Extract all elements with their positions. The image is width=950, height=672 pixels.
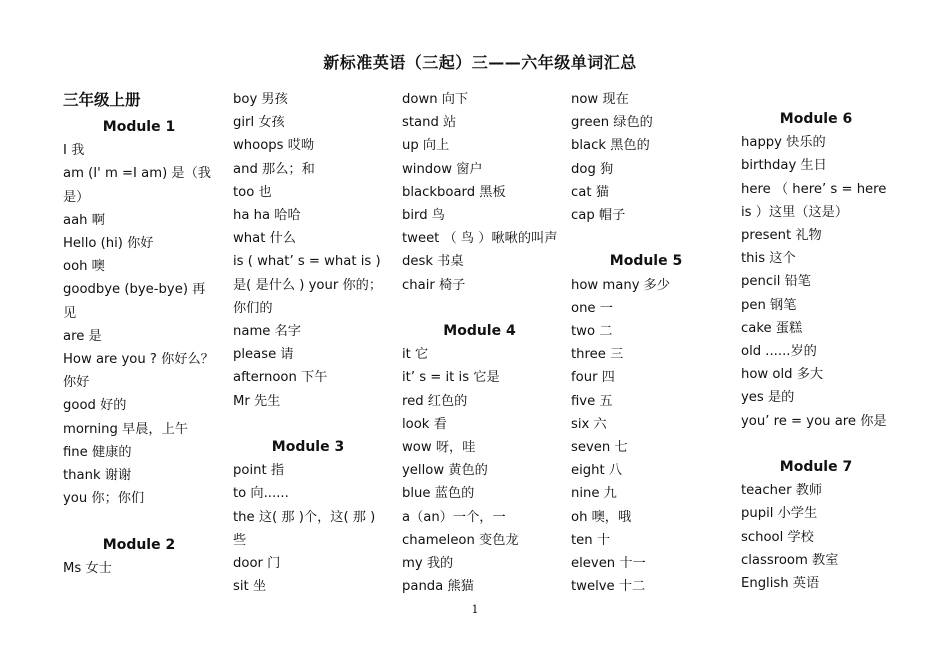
vocab-entry: black 黑色的 — [571, 138, 650, 154]
module-heading: Module 3 — [271, 439, 345, 456]
vocab-entry: Mr 先生 — [233, 393, 281, 409]
vocab-column-1 — [63, 88, 215, 580]
vocab-entry: afternoon 下午 — [233, 370, 328, 386]
vocab-entry: eleven 十一 — [571, 556, 646, 572]
vocab-entry: bird 鸟 — [402, 208, 445, 224]
vocab-entry: nine 九 — [571, 486, 617, 502]
vocab-column-4 — [571, 88, 721, 598]
vocab-entry: is ）这里（这是） — [741, 204, 849, 220]
vocab-column-3 — [402, 88, 557, 598]
vocab-entry: four 四 — [571, 370, 615, 386]
section-gap — [571, 227, 721, 250]
vocab-entry: morning 早晨，上午 — [63, 421, 188, 437]
section-gap — [233, 413, 383, 436]
vocab-entry: you 你；你们 — [63, 491, 145, 507]
module-heading: Module 7 — [779, 459, 853, 476]
vocab-entry: window 窗户 — [402, 161, 483, 177]
vocab-entry: red 红色的 — [402, 393, 468, 409]
vocab-entry: 是( 是什么 ) your 你的； — [233, 277, 383, 293]
vocab-entry: name 名字 — [233, 324, 301, 340]
vocab-entry: ten 十 — [571, 532, 611, 548]
vocab-entry: the 这( 那 )个，这( 那 ) — [233, 509, 376, 525]
vocab-entry: how old 多大 — [741, 367, 824, 383]
vocab-entry: look 看 — [402, 416, 447, 432]
vocab-entry: a（an）一个，一 — [402, 509, 506, 525]
vocab-entry: 些 — [233, 532, 247, 548]
vocab-entry: too 也 — [233, 184, 272, 200]
vocab-entry: wow 呀，哇 — [402, 440, 476, 456]
module-heading: Module 1 — [102, 119, 176, 135]
vocab-entry: two 二 — [571, 324, 613, 340]
module-heading: Module 2 — [102, 536, 176, 553]
vocab-entry: and 那么；和 — [233, 161, 315, 177]
vocab-entry: good 好的 — [63, 398, 127, 414]
vocab-entry: school 学校 — [741, 529, 814, 545]
vocab-entry: pen 钢笔 — [741, 297, 797, 313]
vocab-entry: pupil 小学生 — [741, 506, 818, 522]
vocab-entry: goodbye (bye-bye) 再见 — [63, 282, 206, 321]
vocab-entry: panda 熊猫 — [402, 579, 474, 595]
vocab-entry: you’ re = you are 你是 — [741, 413, 887, 429]
vocab-entry: blackboard 黑板 — [402, 184, 506, 200]
vocab-entry: six 六 — [571, 416, 607, 432]
vocab-entry: up 向上 — [402, 138, 450, 154]
module-heading: Module 4 — [443, 323, 516, 340]
vocab-entry: green 绿色的 — [571, 115, 653, 131]
vocab-entry: Hello (hi) 你好 — [63, 236, 154, 252]
section-gap — [63, 510, 215, 533]
vocab-entry: it’ s = it is 它是 — [402, 370, 500, 386]
vocab-entry: Ms 女士 — [63, 560, 112, 576]
vocab-entry: birthday 生日 — [741, 158, 827, 174]
vocab-entry: present 礼物 — [741, 228, 822, 244]
vocab-entry: cake 蛋糕 — [741, 320, 803, 336]
vocab-entry: here （ here’ s = here — [741, 181, 887, 197]
vocab-entry: am (I' m =I am) 是（我是） — [63, 166, 211, 205]
vocab-entry: boy 男孩 — [233, 92, 288, 107]
vocab-entry: door 门 — [233, 556, 281, 572]
vocab-entry: How are you ? 你好么？你好 — [63, 352, 214, 391]
vocab-entry: 你们的 — [233, 300, 273, 316]
vocab-column-5 — [741, 108, 891, 595]
vocab-column-2 — [233, 88, 383, 598]
vocab-entry: yellow 黄色的 — [402, 463, 488, 479]
vocab-entry: English 英语 — [741, 576, 820, 592]
vocab-entry: pencil 铅笔 — [741, 274, 811, 290]
vocab-entry: sit 坐 — [233, 579, 267, 595]
vocab-entry: this 这个 — [741, 251, 796, 267]
vocab-entry: is ( what’ s = what is ) — [233, 254, 381, 270]
vocab-entry: are 是 — [63, 328, 102, 344]
vocab-entry: I 我 — [63, 143, 85, 159]
vocab-entry: ha ha 哈哈 — [233, 208, 301, 224]
vocab-entry: three 三 — [571, 347, 624, 363]
page-number: 1 — [471, 603, 479, 616]
vocab-entry: desk 书桌 — [402, 254, 464, 270]
vocab-entry: happy 快乐的 — [741, 135, 826, 151]
vocab-entry: stand 站 — [402, 115, 457, 131]
vocab-entry: girl 女孩 — [233, 115, 285, 131]
vocab-entry: twelve 十二 — [571, 579, 646, 595]
vocab-entry: chair 椅子 — [402, 277, 466, 293]
vocab-entry: dog 狗 — [571, 161, 614, 177]
vocab-entry: classroom 教室 — [741, 552, 839, 568]
grade-heading: 三年级上册 — [63, 91, 141, 109]
document-title: 新标准英语（三起）三——六年级单词汇总 — [323, 53, 637, 72]
vocab-entry: chameleon 变色龙 — [402, 532, 519, 548]
vocab-entry: please 请 — [233, 347, 294, 363]
vocab-entry: my 我的 — [402, 556, 454, 572]
vocab-entry: cat 猫 — [571, 184, 609, 200]
vocab-entry: seven 七 — [571, 440, 628, 456]
vocab-entry: cap 帽子 — [571, 208, 626, 224]
vocab-entry: teacher 教师 — [741, 483, 823, 499]
vocab-entry: eight 八 — [571, 463, 623, 479]
vocab-entry: to 向...... — [233, 486, 289, 502]
vocab-entry: thank 谢谢 — [63, 468, 132, 484]
vocab-entry: blue 蓝色的 — [402, 486, 475, 502]
vocab-entry: fine 健康的 — [63, 444, 132, 460]
vocab-entry: ooh 噢 — [63, 259, 105, 275]
vocab-entry: aah 啊 — [63, 212, 105, 228]
vocab-entry: now 现在 — [571, 92, 629, 107]
section-gap — [402, 297, 557, 320]
module-heading: Module 5 — [609, 253, 683, 270]
vocab-entry: tweet （ 鸟 ）啾啾的叫声 — [402, 231, 558, 247]
vocab-entry: down 向下 — [402, 92, 469, 107]
vocab-entry: what 什么 — [233, 231, 296, 247]
vocab-entry: one 一 — [571, 300, 613, 316]
vocab-entry: yes 是的 — [741, 390, 795, 406]
section-gap — [741, 433, 891, 456]
module-heading: Module 6 — [779, 111, 853, 127]
vocab-entry: how many 多少 — [571, 277, 671, 293]
vocab-entry: whoops 哎呦 — [233, 138, 315, 154]
vocab-entry: oh 噢，哦 — [571, 509, 632, 525]
vocab-entry: five 五 — [571, 393, 613, 409]
vocab-entry: point 指 — [233, 463, 285, 479]
vocab-entry: old ......岁的 — [741, 344, 817, 360]
vocab-entry: it 它 — [402, 347, 429, 363]
